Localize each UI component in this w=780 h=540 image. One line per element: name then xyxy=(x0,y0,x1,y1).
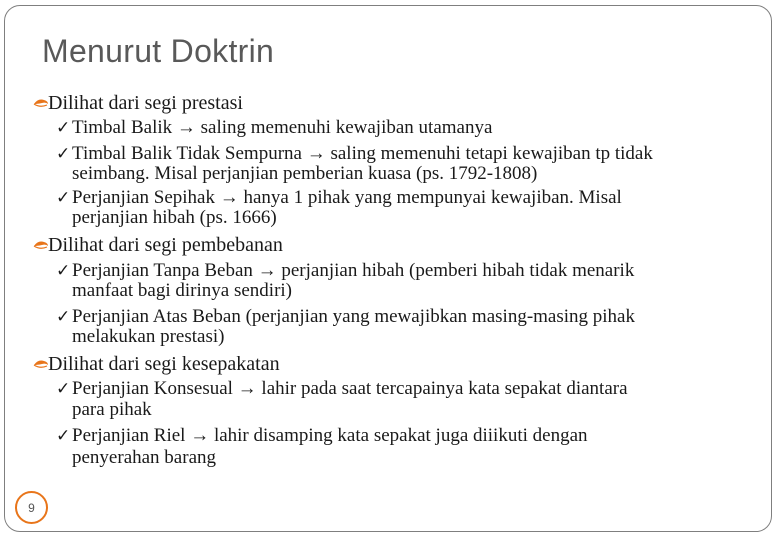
checkmark-icon: ✓ xyxy=(56,188,71,208)
list-item-line: Timbal Balik Tidak Sempurna → saling memenuhi tetapi kewajiban tp tidak xyxy=(72,143,653,164)
section-heading: Dilihat dari segi prestasi xyxy=(48,92,243,114)
checkmark-icon: ✓ xyxy=(56,261,71,281)
slide-title: Menurut Doktrin xyxy=(42,33,275,69)
list-item-line: manfaat bagi dirinya sendiri) xyxy=(72,280,293,301)
checkmark-icon: ✓ xyxy=(56,426,71,446)
checkmark-icon: ✓ xyxy=(56,379,71,399)
list-item-line: Perjanjian Sepihak → hanya 1 pihak yang mempunyai kewajiban. Misal xyxy=(72,187,622,208)
list-item-line: Perjanjian Riel → lahir disamping kata sepakat juga diiikuti dengan xyxy=(72,425,588,446)
list-item-line: perjanjian hibah (ps. 1666) xyxy=(72,207,277,228)
list-item-line: melakukan prestasi) xyxy=(72,326,225,347)
checkmark-icon: ✓ xyxy=(56,118,71,138)
checkmark-icon: ✓ xyxy=(56,144,71,164)
section-heading: Dilihat dari segi pembebanan xyxy=(48,234,283,256)
list-item-line: para pihak xyxy=(72,399,152,420)
list-item-line: seimbang. Misal perjanjian pemberian kuasa (ps. 1792-1808) xyxy=(72,163,538,184)
page-number-badge: 9 xyxy=(15,491,48,524)
list-item-line: Perjanjian Konsesual → lahir pada saat tercapainya kata sepakat diantara xyxy=(72,378,628,399)
list-item-line: Timbal Balik → saling memenuhi kewajiban utamanya xyxy=(72,117,493,138)
list-item-line: Perjanjian Tanpa Beban → perjanjian hibah (pemberi hibah tidak menarik xyxy=(72,260,635,281)
list-item-line: Perjanjian Atas Beban (perjanjian yang mewajibkan masing-masing pihak xyxy=(72,306,635,327)
checkmark-icon: ✓ xyxy=(56,307,71,327)
list-item-line: penyerahan barang xyxy=(72,447,217,468)
section-heading: Dilihat dari segi kesepakatan xyxy=(48,353,280,375)
